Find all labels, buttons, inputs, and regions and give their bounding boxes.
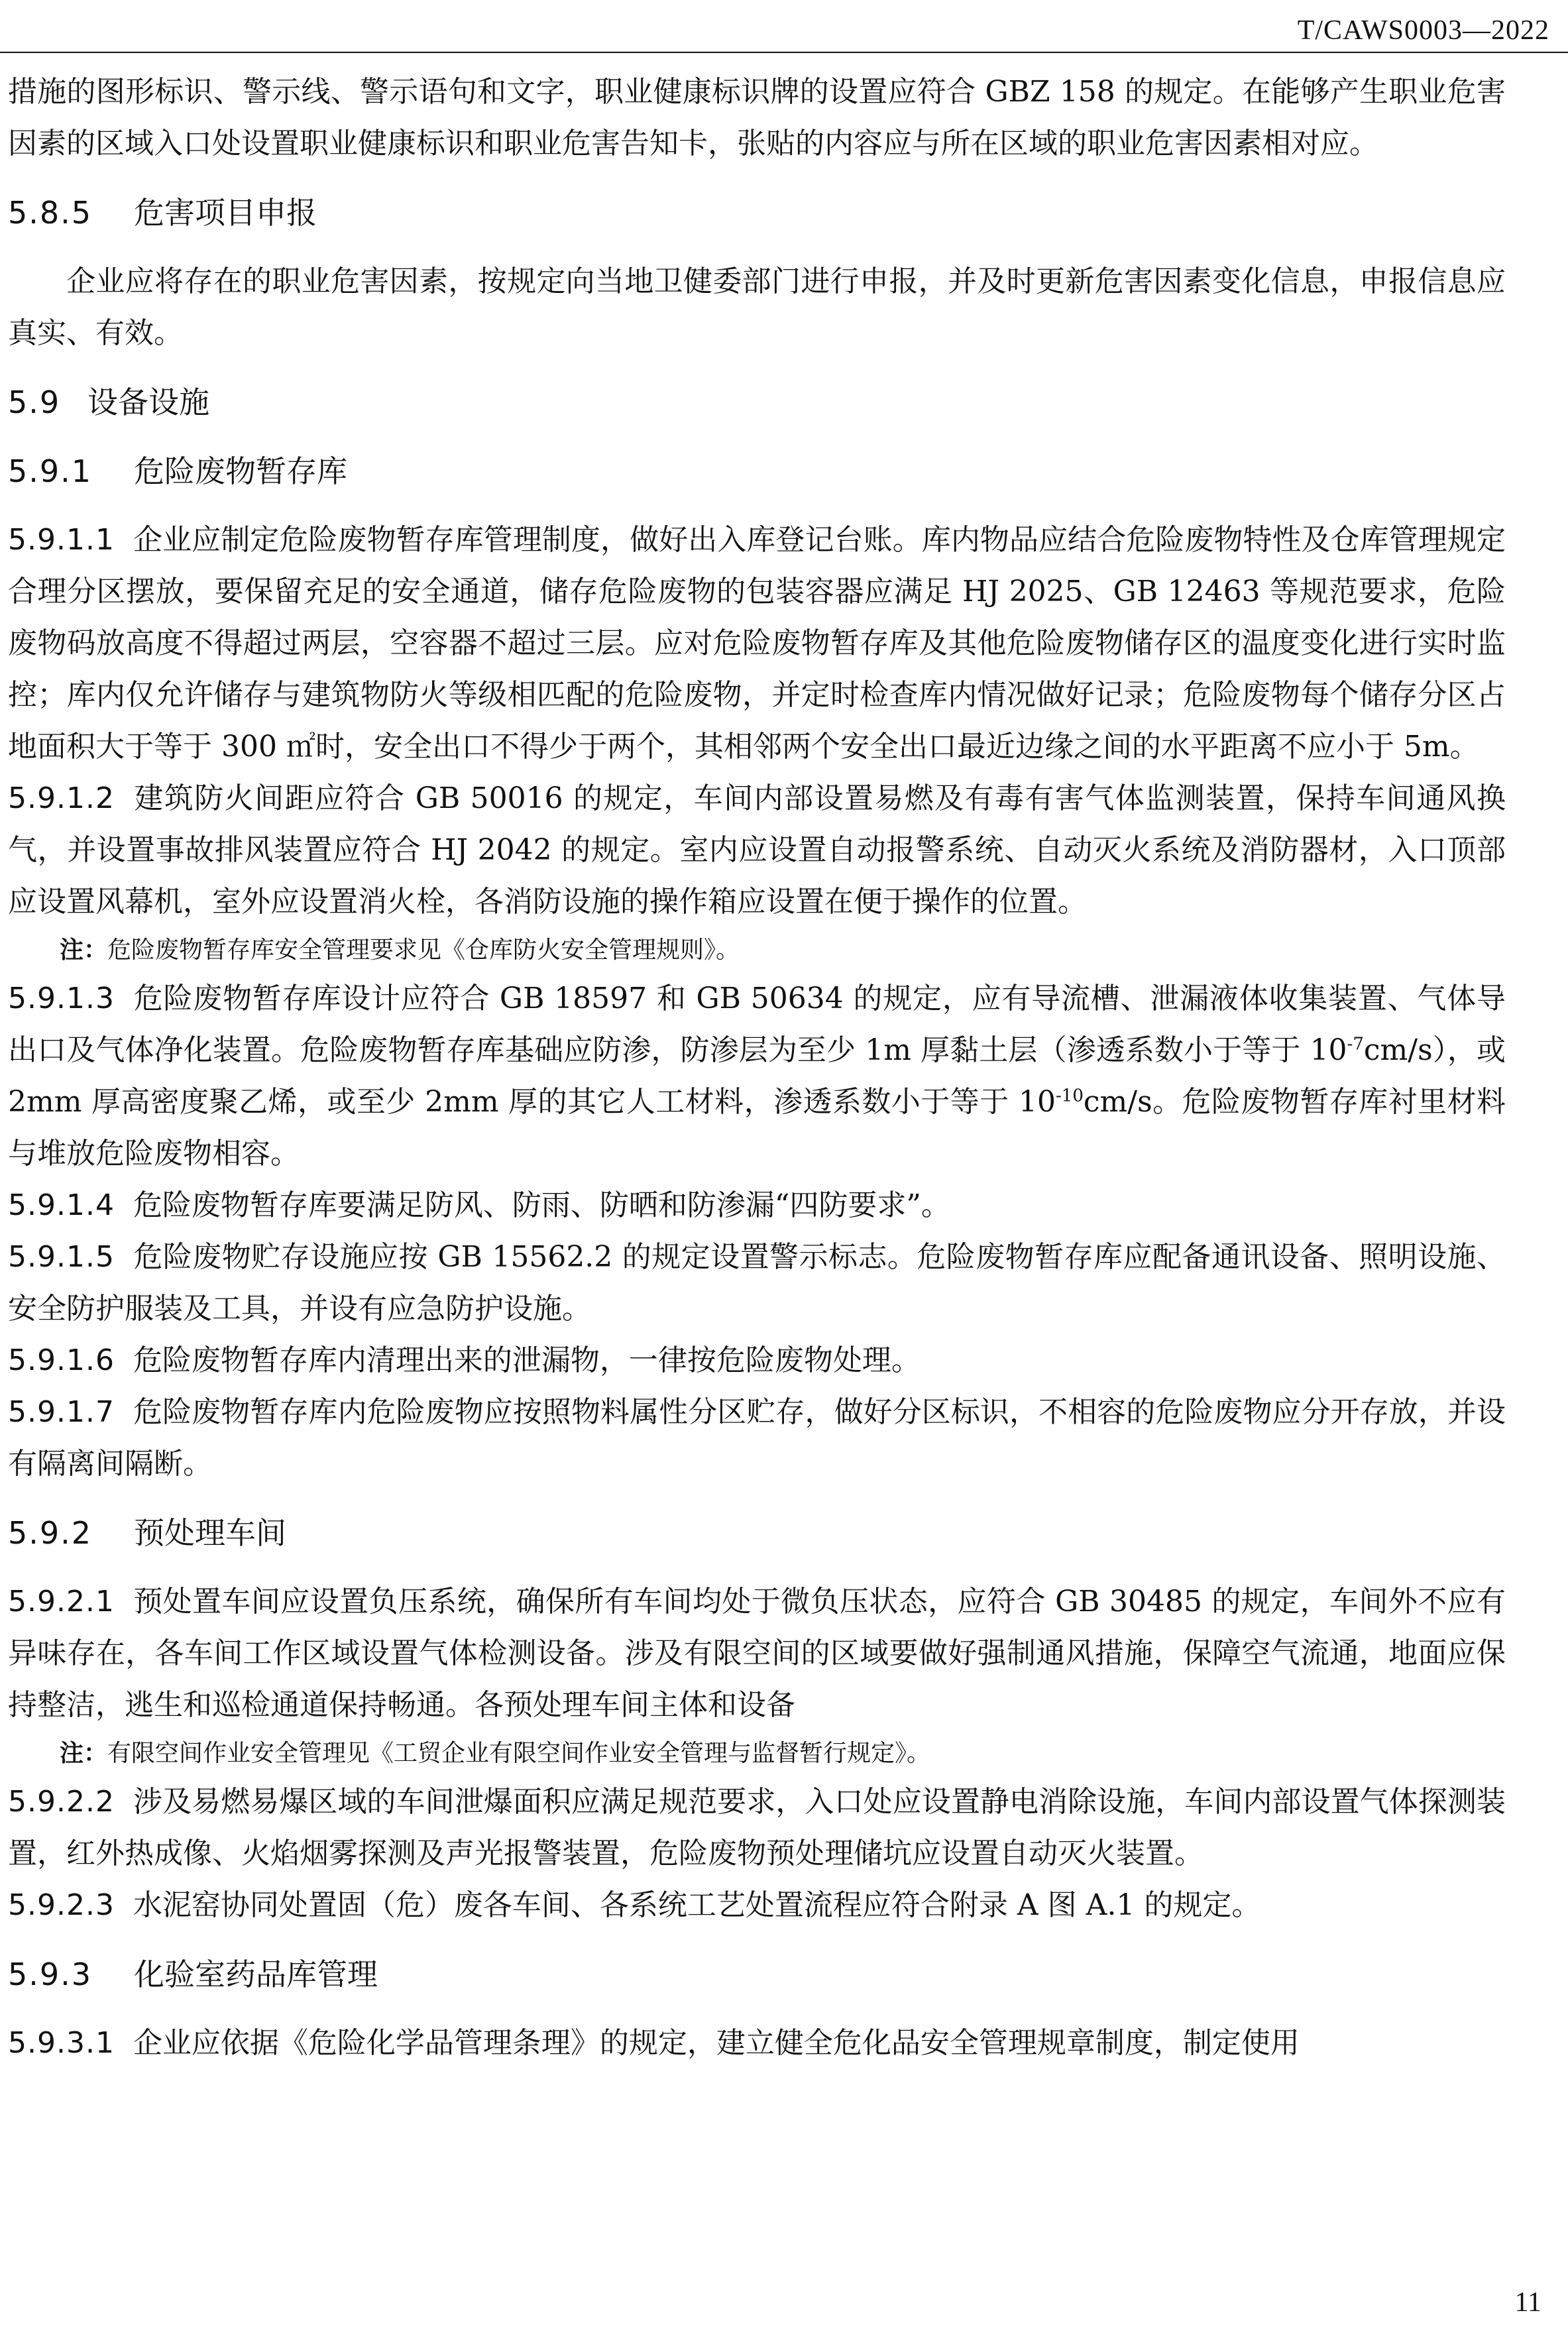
- section-heading-5-9-2: [8, 1507, 1506, 1559]
- page-content: [8, 66, 1506, 2069]
- clause-5-9-1-5: [8, 1231, 1506, 1335]
- section-heading-5-9: [8, 376, 1506, 428]
- section-title: 预处理车间: [134, 1515, 286, 1551]
- clause-text-part: cm/s。危险废物暂存库衬里材料与堆放危险废物相容。: [8, 1085, 1506, 1170]
- section-number: 5.9.3: [8, 1956, 93, 1992]
- clause-text-part: cm/s），或 2mm 厚高密度聚乙烯，或至少 2mm 厚的其它人工材料，渗透系数小于等于 10: [8, 1033, 1506, 1119]
- note-text: 有限空间作业安全管理见《工贸企业有限空间作业安全管理与监督暂行规定》。: [107, 1740, 931, 1767]
- clause-5-9-1-6: [8, 1335, 1506, 1387]
- page-number: 11: [1514, 2287, 1541, 2318]
- section-number: 5.9: [8, 384, 61, 420]
- clause-text: 水泥窑协同处置固（危）废各车间、各系统工艺处置流程应符合附录 A 图 A.1 的规定。: [133, 1888, 1261, 1922]
- clause-number: 5.9.1.4: [8, 1188, 115, 1222]
- clause-number: 5.9.3.1: [8, 2026, 115, 2060]
- clause-text: 危险废物暂存库内危险废物应按照物料属性分区贮存，做好分区标识，不相容的危险废物应分开存放，并设有隔离间隔断。: [8, 1395, 1506, 1481]
- clause-text: 企业应制定危险废物暂存库管理制度，做好出入库登记台账。库内物品应结合危险废物特性及仓库管理规定合理分区摆放，要保留充足的安全通道，储存危险废物的包装容器应满足 HJ 2025、GB 12463 等规范要求，危险废物码放高度不得超过两层，空容器不超过三层。应对危险废物暂存库及其他危险废物储存区的温度变化进行实时监控；库内仅允许储存与建筑物防火等级相匹配的危险废物，并定时检查库内情况做好记录；危险废物每个储存分区占地面积大于等于 300 ㎡时，安全出口不得少于两个，其相邻两个安全出口最近边缘之间的水平距离不应小于 5m。: [8, 523, 1506, 764]
- section-number: 5.9.1: [8, 453, 93, 489]
- clause-5-9-2-1: [8, 1576, 1506, 1731]
- clause-5-9-2-3: [8, 1880, 1506, 1931]
- note-confined-space: [8, 1731, 1506, 1776]
- clause-number: 5.9.2.2: [8, 1785, 115, 1819]
- note-text: 危险废物暂存库安全管理要求见《仓库防火安全管理规则》。: [107, 936, 740, 964]
- clause-number: 5.9.2.1: [8, 1585, 115, 1618]
- section-heading-5-8-5: [8, 187, 1506, 239]
- note-label: 注：: [60, 1740, 108, 1767]
- continued-paragraph: 措施的图形标识、警示线、警示语句和文字，职业健康标识牌的设置应符合 GBZ 158 的规定。在能够产生职业危害因素的区域入口处设置职业健康标识和职业危害告知卡，张贴的内容应与所在区域的职业危害因素相对应。: [8, 75, 1506, 160]
- clause-text: 危险废物暂存库内清理出来的泄漏物，一律按危险废物处理。: [133, 1343, 921, 1377]
- clause-number: 5.9.1.3: [8, 982, 115, 1015]
- paragraph-5-8-5: 企业应将存在的职业危害因素，按规定向当地卫健委部门进行申报，并及时更新危害因素变化信息，申报信息应真实、有效。: [8, 264, 1506, 350]
- clause-text: 企业应依据《危险化学品管理条理》的规定，建立健全危化品安全管理规章制度，制定使用: [133, 2026, 1300, 2060]
- clause-text: 涉及易燃易爆区域的车间泄爆面积应满足规范要求，入口处应设置静电消除设施，车间内部设置气体探测装置，红外热成像、火焰烟雾探测及声光报警装置，危险废物预处理储坑应设置自动灭火装置。: [8, 1785, 1506, 1870]
- document-code: T/CAWS0003—2022: [1297, 15, 1549, 46]
- clause-5-9-1-2: [8, 773, 1506, 928]
- section-title: 设备设施: [87, 384, 209, 420]
- section-heading-5-9-1: [8, 445, 1506, 497]
- section-number: 5.8.5: [8, 195, 93, 231]
- section-title: 危害项目申报: [134, 195, 317, 231]
- clause-text-part: 危险废物暂存库设计应符合 GB 18597 和 GB 50634 的规定，应有导流槽、泄漏液体收集装置、气体导出口及气体净化装置。危险废物暂存库基础应防渗，防渗层为至少 1m 厚黏土层（渗透系数小于等于 10: [8, 982, 1506, 1067]
- clause-5-9-1-7: [8, 1387, 1506, 1490]
- section-heading-5-9-3: [8, 1949, 1506, 2000]
- clause-5-9-1-3: [8, 973, 1506, 1180]
- section-number: 5.9.2: [8, 1515, 93, 1551]
- section-title: 化验室药品库管理: [134, 1956, 378, 1992]
- header-rule: [0, 52, 1568, 53]
- clause-5-9-1-1: [8, 514, 1506, 773]
- clause-text: 危险废物贮存设施应按 GB 15562.2 的规定设置警示标志。危险废物暂存库应配备通讯设备、照明设施、安全防护服装及工具，并设有应急防护设施。: [8, 1240, 1506, 1326]
- clause-text: 危险废物暂存库要满足防风、防雨、防晒和防渗漏“四防要求”。: [133, 1188, 950, 1222]
- clause-text: 预处置车间应设置负压系统，确保所有车间均处于微负压状态，应符合 GB 30485 的规定，车间外不应有异味存在，各车间工作区域设置气体检测设备。涉及有限空间的区域要做好强制通风措施，保障空气流通，地面应保持整洁，逃生和巡检通道保持畅通。各预处理车间主体和设备: [8, 1585, 1506, 1722]
- clause-number: 5.9.1.7: [8, 1395, 115, 1429]
- exponent: -7: [1347, 1034, 1364, 1054]
- clause-text: 建筑防火间距应符合 GB 50016 的规定，车间内部设置易燃及有毒有害气体监测装置，保持车间通风换气，并设置事故排风装置应符合 HJ 2042 的规定。室内应设置自动报警系统、自动灭火系统及消防器材，入口顶部应设置风幕机，室外应设置消火栓，各消防设施的操作箱应设置在便于操作的位置。: [8, 781, 1506, 919]
- section-title: 危险废物暂存库: [134, 453, 347, 489]
- clause-number: 5.9.1.2: [8, 781, 115, 815]
- clause-5-9-2-2: [8, 1776, 1506, 1880]
- clause-5-9-3-1: [8, 2017, 1506, 2069]
- clause-number: 5.9.2.3: [8, 1888, 115, 1922]
- clause-number: 5.9.1.5: [8, 1240, 115, 1274]
- note-label: 注：: [60, 936, 108, 964]
- note-warehouse-fire-rules: [8, 928, 1506, 973]
- clause-number: 5.9.1.6: [8, 1343, 115, 1377]
- exponent: -10: [1056, 1086, 1084, 1106]
- clause-number: 5.9.1.1: [8, 523, 115, 557]
- clause-5-9-1-4: [8, 1180, 1506, 1231]
